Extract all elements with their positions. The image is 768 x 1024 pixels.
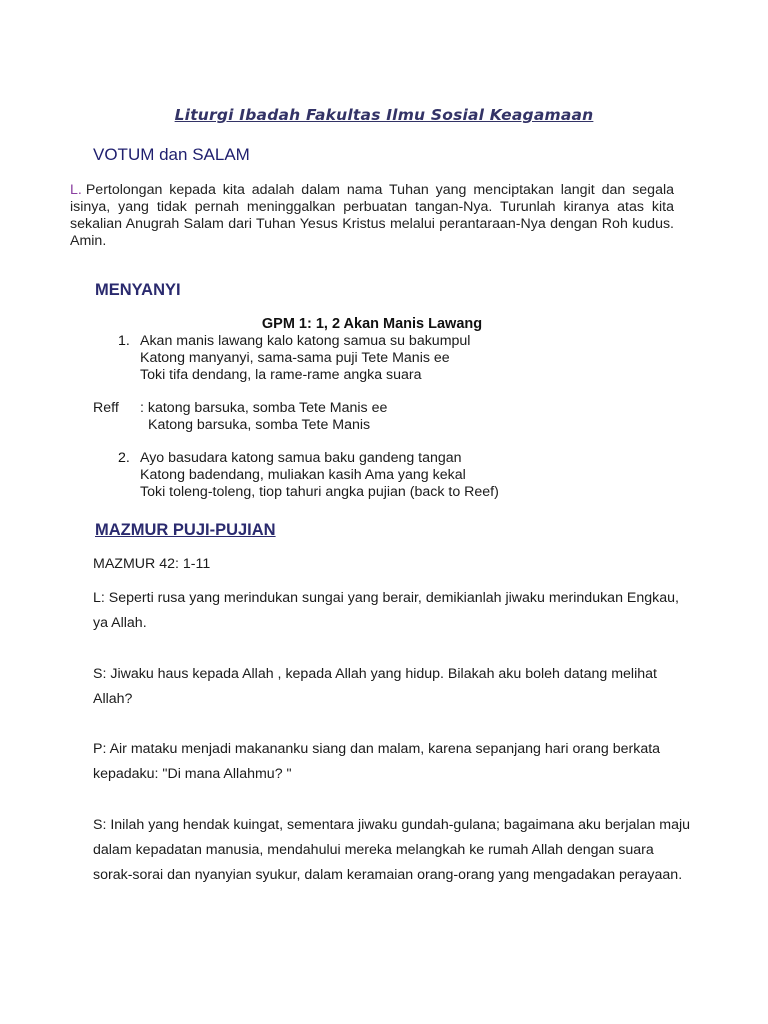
mazmur-heading: MAZMUR PUJI-PUJIAN	[95, 521, 276, 539]
reff-label: Reff	[93, 400, 119, 416]
document-title: Liturgi Ibadah Fakultas Ilmu Sosial Keagamaan	[174, 106, 594, 124]
verse1-line: Katong manyanyi, sama-sama puji Tete Manis ee	[140, 350, 450, 366]
verse1-line: Akan manis lawang kalo katong samua su bakumpul	[140, 333, 471, 349]
verse2-line: Katong badendang, muliakan kasih Ama yang kekal	[140, 467, 466, 483]
reff-line: Katong barsuka, somba Tete Manis	[148, 417, 371, 433]
leader-prefix: L.	[70, 182, 82, 198]
votum-paragraph	[70, 182, 674, 250]
reff-line: : katong barsuka, somba Tete Manis ee	[140, 400, 388, 416]
psalm-response: P: Air mataku menjadi makananku siang dan malam, karena sepanjang hari orang berkata kepadaku: "Di mana Allahmu? "	[93, 741, 661, 782]
votum-text: Pertolongan kepada kita adalah dalam nama Tuhan yang menciptakan langit dan segala isinya, yang tidak pernah meninggalkan perbuatan tangan-Nya. Turunlah kiranya atas kita sekalian Anugrah Salam dari Tuhan Yesus Kristus melalui perantaraan-Nya dengan Roh kudus. Amin.	[70, 182, 674, 249]
verse2-number: 2.	[118, 450, 130, 466]
verse2-line: Ayo basudara katong samua baku gandeng tangan	[140, 450, 462, 466]
psalm-response: L: Seperti rusa yang merindukan sungai yang berair, demikianlah jiwaku merindukan Engkau, ya Allah.	[93, 590, 679, 631]
psalm-reference: MAZMUR 42: 1-11	[93, 556, 211, 572]
votum-heading: VOTUM dan SALAM	[93, 145, 250, 164]
verse1-number: 1.	[118, 333, 130, 349]
menyanyi-heading: MENYANYI	[95, 281, 181, 299]
verse2-line: Toki toleng-toleng, tiop tahuri angka pujian (back to Reef)	[140, 484, 499, 500]
psalm-response: S: Jiwaku haus kepada Allah , kepada Allah yang hidup. Bilakah aku boleh datang melihat Allah?	[93, 666, 657, 707]
hymn-title: GPM 1: 1, 2 Akan Manis Lawang	[261, 316, 483, 332]
verse1-line: Toki tifa dendang, la rame-rame angka suara	[140, 367, 422, 383]
psalm-response: S: Inilah yang hendak kuingat, sementara jiwaku gundah-gulana; bagaimana aku berjalan maju dalam kepadatan manusia, mendahului mereka melangkah ke rumah Allah dengan suara sorak-sorai dan nyanyian syukur, dalam keramaian orang-orang yang mengadakan perayaan.	[93, 817, 691, 883]
